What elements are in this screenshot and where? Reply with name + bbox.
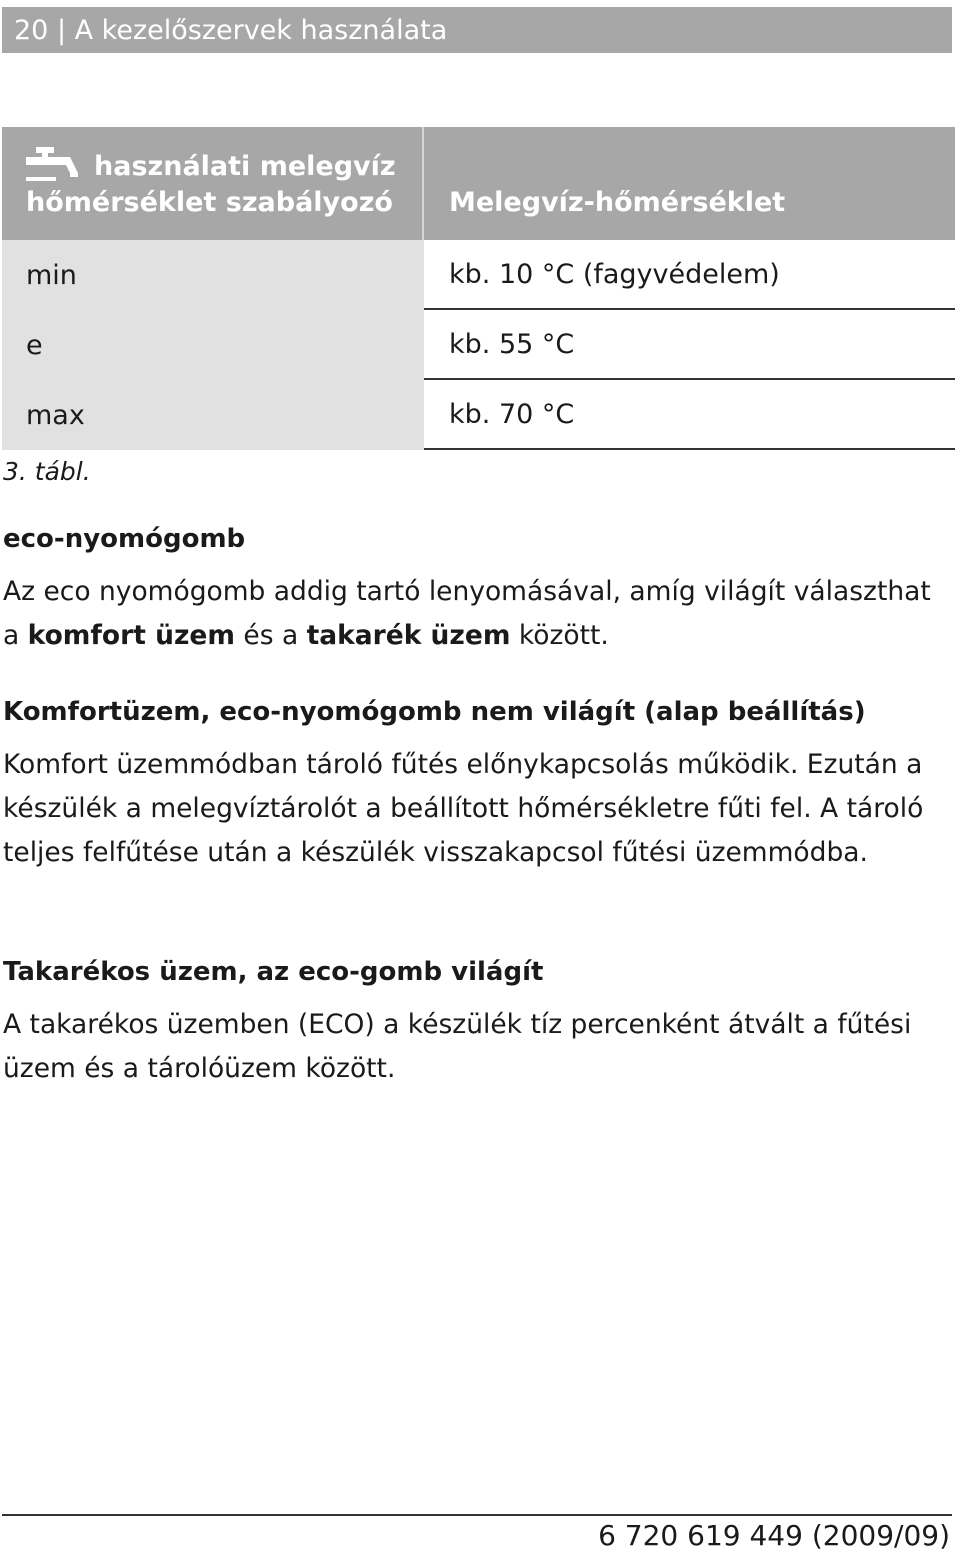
table-header-left	[2, 127, 424, 240]
document-number: 6 720 619 449 (2009/09)	[598, 1519, 950, 1552]
table-cell-setting: max	[2, 380, 424, 450]
footer-divider	[2, 1514, 952, 1516]
table-header-left-line1: használati melegvíz	[94, 150, 396, 182]
page-header-text: 20 | A kezelőszervek használata	[14, 14, 448, 46]
hot-water-tap-icon	[26, 147, 80, 185]
table-row	[2, 380, 955, 450]
table-row	[2, 240, 955, 310]
comfort-paragraph: Komfort üzemmódban tároló fűtés előnykapcsolás működik. Ezután a készülék a melegvíztárolót a beállított hőmérsékletre fűti fel. A tároló teljes felfűtése után a készülék visszakapcsol fűtési üzemmódba.	[3, 749, 924, 868]
table-caption: 3. tábl.	[3, 457, 91, 486]
table-header	[2, 127, 955, 240]
table-cell-value: kb. 55 °C	[424, 310, 955, 380]
temperature-table	[2, 127, 955, 450]
table-header-left-line2: hőmérséklet szabályozó	[26, 187, 393, 218]
table-cell-setting: e	[2, 310, 424, 380]
table-cell-setting: min	[2, 240, 424, 310]
table-header-right	[424, 127, 955, 240]
table-row	[2, 310, 955, 380]
table-cell-value: kb. 70 °C	[424, 380, 955, 450]
eco-heading: eco-nyomógomb	[3, 524, 246, 554]
comfort-heading: Komfortüzem, eco-nyomógomb nem világít (alap beállítás)	[3, 697, 866, 727]
page-header	[2, 7, 952, 53]
saving-heading: Takarékos üzem, az eco-gomb világít	[3, 957, 544, 987]
table-cell-value: kb. 10 °C (fagyvédelem)	[424, 240, 955, 310]
saving-paragraph: A takarékos üzemben (ECO) a készülék tíz percenként átvált a fűtési üzem és a tárolóüzem között.	[3, 1009, 912, 1084]
eco-paragraph: Az eco nyomógomb addig tartó lenyomásával, amíg világít választhat a komfort üzem és a takarék üzem között.	[3, 576, 931, 651]
table-header-right-text: Melegvíz-hőmérséklet	[449, 187, 786, 218]
